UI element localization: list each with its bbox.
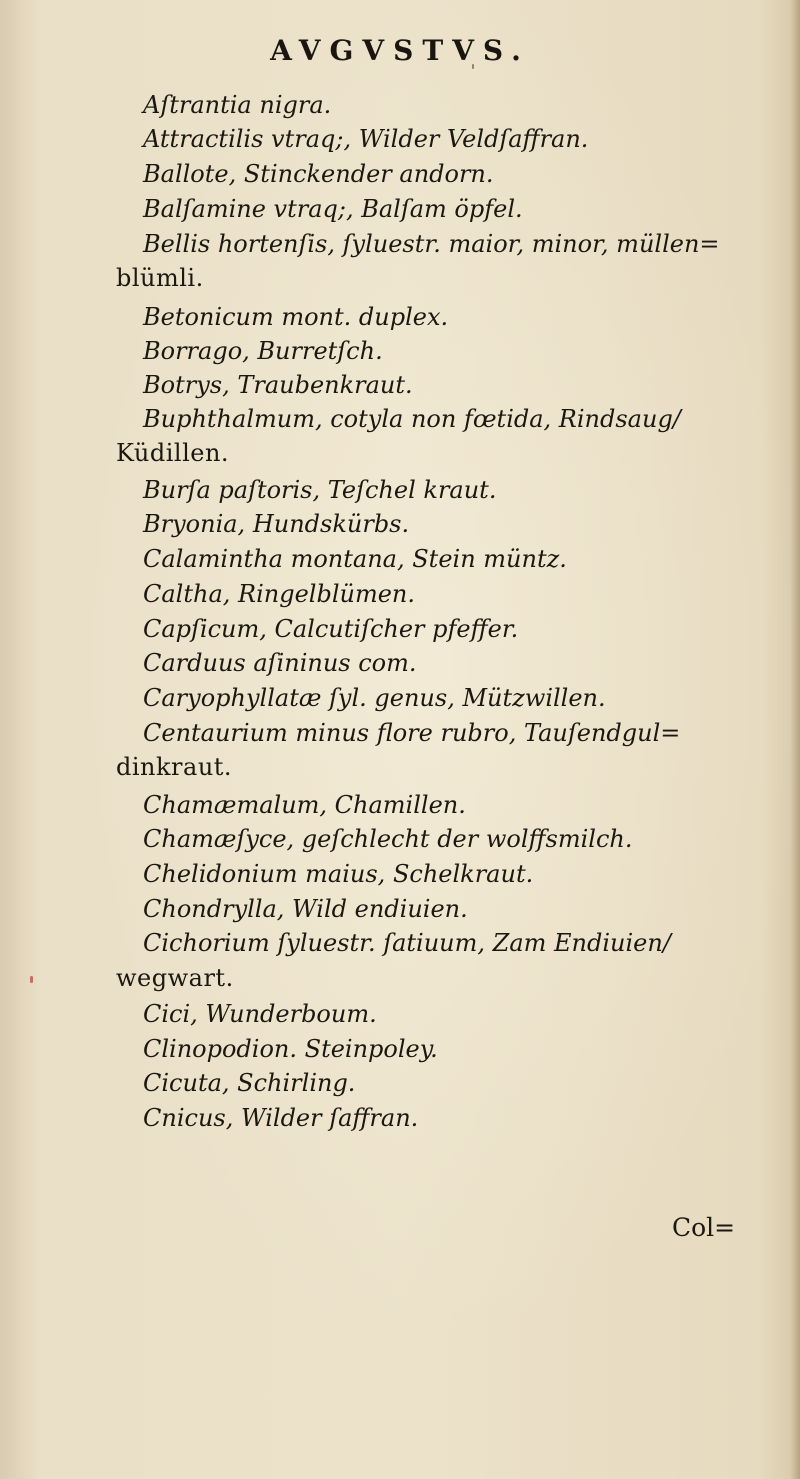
ink-speck <box>30 976 33 983</box>
catchword: Col= <box>672 1213 736 1242</box>
entry-line: Cici, Wunderboum. <box>143 1000 377 1028</box>
page-edge-shadow <box>790 0 800 1479</box>
entry-line: Borrago, Burretſch. <box>143 337 383 365</box>
entry-line: Chamæmalum, Chamillen. <box>143 791 466 819</box>
entry-line: Capſicum, Calcutiſcher pfeffer. <box>143 615 519 643</box>
entry-continuation: blümli. <box>116 264 204 292</box>
entry-line: Balſamine vtraq;, Balſam öpfel. <box>143 195 523 223</box>
entry-line: Cichorium ſyluestr. ſatiuum, Zam Endiuien/ <box>143 929 671 957</box>
entry-line: Bellis hortenſis, ſyluestr. maior, minor, müllen= <box>143 230 720 258</box>
entry-line: Botrys, Traubenkraut. <box>143 371 413 399</box>
entry-line: Chondrylla, Wild endiuien. <box>143 895 468 923</box>
entry-continuation: Küdillen. <box>116 439 230 467</box>
running-title: AVGVSTVS. <box>270 34 530 67</box>
entry-line: Clinopodion. Steinpoley. <box>143 1035 438 1063</box>
entry-line: Caryophyllatæ ſyl. genus, Mützwillen. <box>143 684 606 712</box>
entry-line: Calamintha montana, Stein müntz. <box>143 545 567 573</box>
entry-line: Cicuta, Schirling. <box>143 1069 356 1097</box>
entry-continuation: wegwart. <box>116 964 234 992</box>
entry-line: Cnicus, Wilder ſaffran. <box>143 1104 419 1132</box>
entry-line: Bryonia, Hundskürbs. <box>143 510 410 538</box>
entry-line: Ballote, Stinckender andorn. <box>143 160 494 188</box>
entry-line: Carduus aſininus com. <box>143 649 417 677</box>
entry-line: Chamæſyce, geſchlecht der wolffsmilch. <box>143 825 633 853</box>
entry-line: Burſa paſtoris, Teſchel kraut. <box>143 476 497 504</box>
entry-line: Centaurium minus flore rubro, Tauſendgul= <box>143 719 681 747</box>
entry-continuation: dinkraut. <box>116 753 233 781</box>
entry-line: Betonicum mont. duplex. <box>143 303 449 331</box>
entry-line: Caltha, Ringelblümen. <box>143 580 416 608</box>
entry-line: Aſtrantia nigra. <box>143 91 332 119</box>
entry-line: Buphthalmum, cotyla non fœtida, Rindsaug/ <box>143 405 681 433</box>
entry-line: Attractilis vtraq;, Wilder Veldſaffran. <box>143 125 589 153</box>
entry-line: Chelidonium maius, Schelkraut. <box>143 860 534 888</box>
